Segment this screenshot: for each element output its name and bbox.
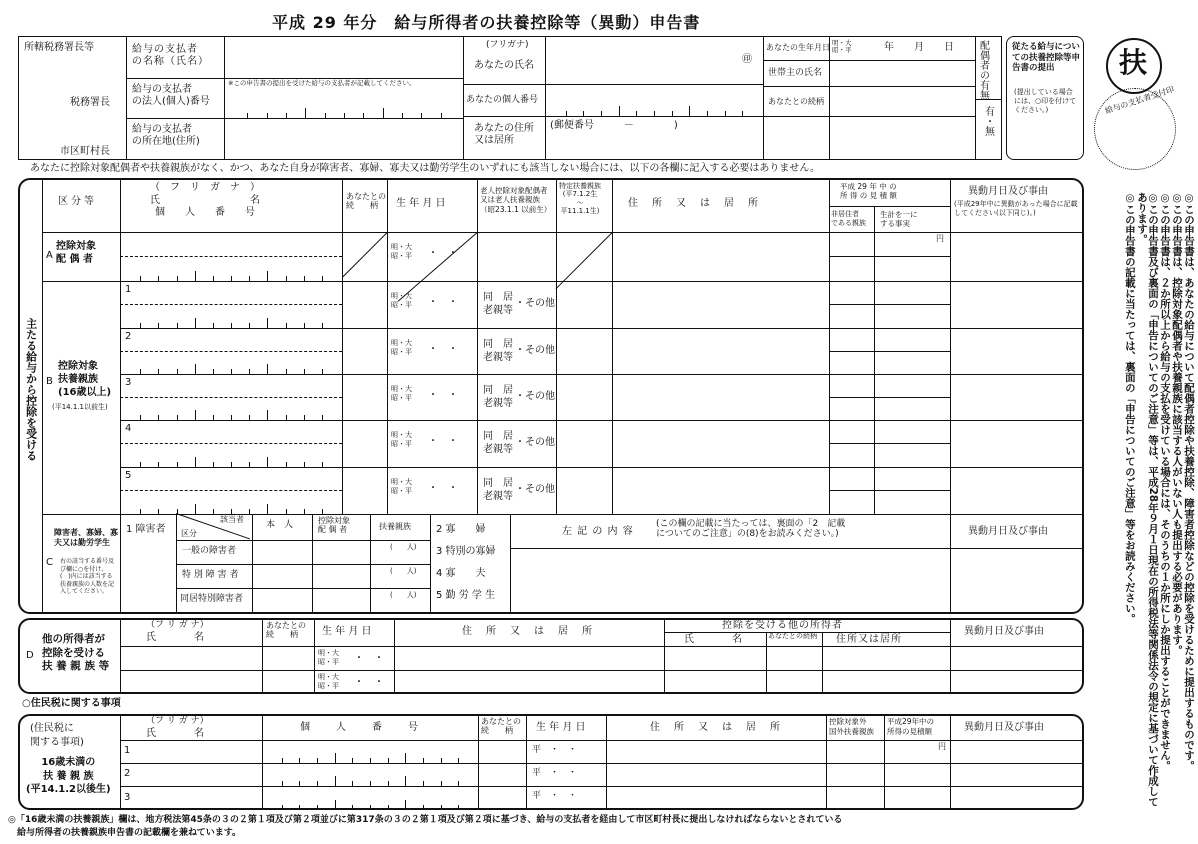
col-name: （ フ リ ガ ナ ） 氏 名 個 人 番 号 <box>150 182 260 218</box>
your-number-label: あなたの個人番号 <box>466 95 539 105</box>
row-b3-doukyo[interactable]: 同 居 老親等 <box>483 385 513 409</box>
digit-tick <box>352 781 353 786</box>
birth-era: 明・大 昭・平 <box>832 39 852 55</box>
c-tokubetsu: 特 別 障 害 者 <box>182 570 239 580</box>
digit-tick <box>458 758 459 763</box>
c-fuyou: 扶養親族 <box>379 522 411 531</box>
digit-tick <box>317 805 318 810</box>
r-row2-name-field[interactable] <box>120 763 262 786</box>
row-b1-num: 1 <box>125 284 132 295</box>
digit-tick <box>213 276 214 281</box>
r-kokugai: 控除対象外 国外扶養親族 <box>829 717 874 736</box>
d-relation: あなたとの 続 柄 <box>266 621 306 640</box>
digit-tick <box>286 415 287 420</box>
r-yen: 円 <box>938 742 946 751</box>
r-name: 氏 名 <box>146 728 206 739</box>
col-income: 平成 29 年 中 の 所 得 の 見 積 額 <box>840 182 897 200</box>
digit-tick <box>322 415 323 420</box>
digit-tick <box>282 805 283 810</box>
digit-tick <box>689 106 690 116</box>
c-hidari-label: 左 記 の 内 容 <box>562 526 634 537</box>
digit-tick <box>370 805 371 810</box>
row-a-letter: A <box>46 250 53 261</box>
c-ippan: 一般の障害者 <box>182 546 237 556</box>
digit-tick <box>140 323 141 328</box>
digit-tick <box>286 369 287 374</box>
digit-tick <box>601 111 602 116</box>
digit-tick <box>304 369 305 374</box>
digit-tick <box>249 369 250 374</box>
digit-tick <box>402 113 403 118</box>
digit-tick <box>177 462 178 467</box>
digit-tick <box>322 323 323 328</box>
digit-tick <box>304 509 305 514</box>
digit-tick <box>286 462 287 467</box>
row-b3-era: 明・大 昭・平 <box>391 385 412 403</box>
digit-tick <box>423 758 424 763</box>
digit-tick <box>566 111 567 116</box>
row-number-ticks-1[interactable] <box>122 267 340 281</box>
digit-tick <box>299 805 300 810</box>
digit-tick <box>299 781 300 786</box>
d-name: 氏 名 <box>146 632 206 643</box>
row-number-ticks-6[interactable] <box>122 500 340 514</box>
digit-tick <box>335 776 336 786</box>
digit-tick <box>158 509 159 514</box>
digit-tick <box>304 323 305 328</box>
d-row2-dots: ・ ・ <box>354 677 384 688</box>
note-1: ◎この申告書は、あなたの給与について配偶者控除や扶養控除、障害者控除などの控除を受けるために提出するものです。 <box>1183 192 1195 771</box>
row-c-note: 右の該当する番号及び欄に○を付け、( )内には該当する扶養親族の人数を記入してください。 <box>60 558 115 595</box>
digit-tick <box>158 276 159 281</box>
r-date: 異動月日及び事由 <box>964 722 1044 733</box>
digit-tick <box>335 800 336 810</box>
row-b4-dots: ・ ・ <box>428 436 458 447</box>
digit-tick <box>388 781 389 786</box>
your-address-field[interactable] <box>545 116 763 160</box>
row-a-yen: 円 <box>936 234 944 243</box>
c-hidari-note: (この欄の記載に当たっては、裏面の「2 記載 についてのご注意」の(8)をお読みください。) <box>656 519 846 540</box>
resident-tax-heading: ○住民税に関する事項 <box>22 698 121 709</box>
col-date-note: (平成29年中に異動があった場合に記載してください(以下同じ)。) <box>954 200 1078 217</box>
row-b1-doukyo[interactable]: 同 居 老親等 <box>483 292 513 316</box>
digit-tick <box>363 113 364 118</box>
c-nin-3[interactable]: ( 人) <box>390 591 417 599</box>
d-birth: 生 年 月 日 <box>322 626 372 637</box>
digit-tick <box>267 364 268 374</box>
r-row3-name-field[interactable] <box>120 786 262 810</box>
digit-tick <box>707 111 708 116</box>
digit-tick <box>383 108 384 118</box>
c-gaitou: 該当者 <box>220 515 244 524</box>
digit-tick <box>267 504 268 514</box>
digit-tick <box>213 369 214 374</box>
col-seikei: 生計を一に する事実 <box>880 210 918 229</box>
fu-stamp-char: 扶 <box>1119 46 1148 79</box>
relation-field[interactable] <box>829 86 975 116</box>
col-special: 特定扶養親族 (平7.1.2生 ～ 平11.1.1生) <box>559 182 601 216</box>
digit-tick <box>725 111 726 116</box>
digit-tick <box>195 504 196 514</box>
digit-tick <box>140 462 141 467</box>
note-4: ◎この申告書及び裏面の「申告についてのご注意」等は、平成28年９月１日現在の所得税法等関係法令の規定に基づいて作成してあります。 <box>1135 192 1159 807</box>
d-row1-era: 明・大 昭・平 <box>318 649 339 667</box>
digit-tick <box>388 758 389 763</box>
digit-tick <box>742 111 743 116</box>
householder-label: 世帯主の氏名 <box>768 68 823 78</box>
digit-tick <box>158 462 159 467</box>
c-kafu[interactable]: 2 寡 婦 <box>436 524 486 535</box>
col-elderly: 老人控除対象配偶者 又は老人扶養親族 （昭23.1.1 以前生） <box>480 186 552 214</box>
digit-tick <box>304 276 305 281</box>
c-haigu: 控除対象 配 偶 者 <box>318 516 350 535</box>
digit-tick <box>249 462 250 467</box>
digit-tick <box>177 323 178 328</box>
row-b4-doukyo[interactable]: 同 居 老親等 <box>483 431 513 455</box>
digit-tick <box>305 108 306 118</box>
spouse-label: 配偶者の有無 <box>977 40 989 100</box>
your-address-label: あなたの住所 又は居所 <box>474 123 534 146</box>
c-tokubetsu-kafu[interactable]: 3 特別の寡婦 <box>436 546 496 557</box>
payer-name-field[interactable] <box>224 36 463 78</box>
c-nin-1[interactable]: ( 人) <box>390 543 417 551</box>
digit-tick <box>140 369 141 374</box>
payer-name-label: 給与の支払者 の名称（氏名） <box>132 44 209 67</box>
r-row1-birth: 平 ・ ・ <box>532 745 578 755</box>
row-b4-era: 明・大 昭・平 <box>391 431 412 449</box>
digit-tick <box>177 369 178 374</box>
c-kafu-m[interactable]: 4 寡 夫 <box>436 568 486 579</box>
row-b4-sonota[interactable]: ・その他 <box>515 437 555 448</box>
row-b5-dots: ・ ・ <box>428 483 458 494</box>
digit-tick <box>213 462 214 467</box>
digit-tick <box>213 415 214 420</box>
digit-tick <box>441 113 442 118</box>
row-a-label: 控除対象 配 偶 者 <box>56 241 96 265</box>
digit-tick <box>583 111 584 116</box>
digit-tick <box>317 781 318 786</box>
digit-tick <box>158 415 159 420</box>
your-name-label: あなたの氏名 <box>474 60 534 71</box>
note-5: ◎この申告書の記載に当たっては、裏面の「申告についてのご注意」等をお読みください。 <box>1123 192 1136 624</box>
row-b2-era: 明・大 昭・平 <box>391 339 412 357</box>
r-address: 住 所 又 は 居 所 <box>650 722 782 733</box>
digit-tick <box>140 276 141 281</box>
digit-tick <box>231 323 232 328</box>
postal-code-label: (郵便番号 － ) <box>550 120 678 131</box>
d-row2-name-field[interactable] <box>120 670 262 694</box>
digit-tick <box>213 323 214 328</box>
digit-tick <box>249 415 250 420</box>
digit-tick <box>177 415 178 420</box>
row-b1-dots: ・ ・ <box>428 297 458 308</box>
d-date: 異動月日及び事由 <box>964 626 1044 637</box>
row-number-ticks-5[interactable] <box>122 453 340 467</box>
c-honnin: 本 人 <box>266 520 294 530</box>
row-b2-dots: ・ ・ <box>428 344 458 355</box>
digit-tick <box>352 758 353 763</box>
digit-tick <box>267 113 268 118</box>
d-label: 他の所得者が 控除を受ける 扶 養 親 族 等 <box>42 633 110 673</box>
tax-office-label: 所轄税務署長等 <box>24 42 94 53</box>
row-b2-sonota[interactable]: ・その他 <box>515 345 555 356</box>
row-b1-era: 明・大 昭・平 <box>391 292 412 310</box>
r-row3-birth: 平 ・ ・ <box>532 791 578 801</box>
r-row1-num: 1 <box>124 745 131 756</box>
d-row1-name-field[interactable] <box>120 646 262 670</box>
row-b-letter: B <box>46 376 53 387</box>
shikuchoson-label: 市区町村長 <box>60 146 110 157</box>
digit-tick <box>158 323 159 328</box>
digit-tick <box>325 113 326 118</box>
digit-tick <box>213 509 214 514</box>
digit-tick <box>267 318 268 328</box>
digit-tick <box>388 805 389 810</box>
digit-tick <box>672 111 673 116</box>
digit-tick <box>344 113 345 118</box>
digit-tick <box>322 276 323 281</box>
digit-tick <box>249 276 250 281</box>
digit-tick <box>304 415 305 420</box>
seal-mark: ㊞ <box>742 54 752 65</box>
row-b1-sonota[interactable]: ・その他 <box>515 298 555 309</box>
digit-tick <box>267 271 268 281</box>
row-number-ticks-4[interactable] <box>122 406 340 420</box>
digit-tick <box>654 111 655 116</box>
col-nonresident: 非居住者 である親族 <box>831 210 866 227</box>
digit-tick <box>405 776 406 786</box>
digit-tick <box>195 271 196 281</box>
your-name-field[interactable] <box>545 36 763 84</box>
row-b5-num: 5 <box>125 470 132 481</box>
digit-tick <box>405 800 406 810</box>
r-number-ticks-1[interactable] <box>264 749 476 763</box>
c-date-label: 異動月日及び事由 <box>968 526 1048 537</box>
digit-tick <box>195 318 196 328</box>
r-row2-birth: 平 ・ ・ <box>532 768 578 778</box>
row-b5-sonota[interactable]: ・その他 <box>515 484 555 495</box>
digit-tick <box>231 415 232 420</box>
digit-tick <box>322 509 323 514</box>
digit-tick <box>177 509 178 514</box>
r-number: 個 人 番 号 <box>300 722 420 733</box>
digit-tick <box>619 106 620 116</box>
digit-tick <box>335 753 336 763</box>
submission-title: 従たる給与についての扶養控除等申告書の提出 <box>1012 42 1081 74</box>
row-b3-sonota[interactable]: ・その他 <box>515 391 555 402</box>
form-title: 平成 29 年分 給与所得者の扶養控除等（異動）申告書 <box>272 13 701 32</box>
d-other-relation: あなたとの続柄 <box>768 632 817 640</box>
digit-tick <box>195 364 196 374</box>
row-b3-num: 3 <box>125 377 132 388</box>
c-kubun: 区分 <box>181 529 197 538</box>
digit-tick <box>286 323 287 328</box>
c-student[interactable]: 5 勤 労 学 生 <box>436 590 496 601</box>
payer-address-field[interactable] <box>224 118 463 160</box>
digit-tick <box>195 410 196 420</box>
r-furigana: （フ リ ガ ナ） <box>146 716 209 726</box>
d-other-earner: 控除を受ける他の所得者 <box>722 620 843 631</box>
r-row2-num: 2 <box>124 768 131 779</box>
col-kubun: 区分等 <box>58 196 97 207</box>
r-number-ticks-3[interactable] <box>264 796 476 810</box>
c-content-field[interactable] <box>510 548 950 614</box>
digit-tick <box>317 758 318 763</box>
r-row1-name-field[interactable] <box>120 740 262 763</box>
d-row2-era: 明・大 昭・平 <box>318 673 339 691</box>
digit-tick <box>299 758 300 763</box>
col-date: 異動月日及び事由 <box>968 186 1048 197</box>
digit-tick <box>286 276 287 281</box>
d-address: 住 所 又 は 居 所 <box>462 626 594 637</box>
notice-text: あなたに控除対象配偶者や扶養親族がなく、かつ、あなた自身が障害者、寡婦、寡夫又は勤労学生のいずれにも該当しない場合には、以下の各欄に記入する必要はありません。 <box>30 163 820 174</box>
your-number-ticks[interactable] <box>548 102 760 116</box>
digit-tick <box>423 781 424 786</box>
digit-tick <box>177 276 178 281</box>
c-disabled[interactable]: 1 障害者 <box>126 524 166 535</box>
digit-tick <box>370 758 371 763</box>
note-3: ◎この申告書は、２か所以上から給与の支払を受けている場合には、そのうちの１か所にしか提出することができません。 <box>1158 192 1171 771</box>
row-c-letter: C <box>46 557 53 568</box>
row-b5-era: 明・大 昭・平 <box>391 478 412 496</box>
digit-tick <box>441 805 442 810</box>
submission-note: (提出している場合には、○印を付けてください。) <box>1014 88 1077 115</box>
row-b2-num: 2 <box>125 331 132 342</box>
payer-address-label: 給与の支払者 の所在地(住所) <box>132 124 200 147</box>
digit-tick <box>441 781 442 786</box>
digit-tick <box>458 781 459 786</box>
receipt-stamp-text: 給与の支払者受付印 <box>1104 84 1176 116</box>
digit-tick <box>249 509 250 514</box>
row-b-note: (平14.1.1以前生) <box>52 403 108 411</box>
row-b5-doukyo[interactable]: 同 居 老親等 <box>483 478 513 502</box>
row-number-ticks-2[interactable] <box>122 314 340 328</box>
d-other-name: 氏 名 <box>684 634 744 645</box>
c-nin-2[interactable]: ( 人) <box>390 567 417 575</box>
householder-field[interactable] <box>829 60 975 86</box>
digit-tick <box>286 113 287 118</box>
r-relation: あなたとの 続 柄 <box>481 717 521 736</box>
c-doukyo-tokubetsu: 同居特別障害者 <box>180 594 244 604</box>
payer-number-label: 給与の支払者 の法人(個人)番号 <box>132 84 210 107</box>
digit-tick <box>231 276 232 281</box>
digit-tick <box>286 509 287 514</box>
birth-ymd: 年 月 日 <box>884 42 954 53</box>
payer-number-note: ※この申告書の提出を受けた給与の支払者が記載してください。 <box>228 79 416 87</box>
note-2: ◎この申告書は、控除対象配偶者や扶養親族に該当する人がいない人も提出する必要があります。 <box>1170 192 1183 656</box>
row-a-era: 明・大 昭・平 <box>391 243 412 261</box>
row-a-dots: ・ ・ <box>428 248 458 259</box>
digit-tick <box>421 113 422 118</box>
d-other-address: 住所又は居所 <box>836 634 902 645</box>
row-b2-doukyo[interactable]: 同 居 老親等 <box>483 339 513 363</box>
row-c-label: 障害者、寡婦、寡夫又は勤労学生 <box>54 528 118 548</box>
digit-tick <box>158 369 159 374</box>
row-b3-dots: ・ ・ <box>428 390 458 401</box>
relation-label: あなたとの続柄 <box>768 97 824 106</box>
digit-tick <box>282 781 283 786</box>
col-birth: 生 年 月 日 <box>396 198 446 209</box>
digit-tick <box>352 805 353 810</box>
r-row3-num: 3 <box>124 792 131 803</box>
r-income: 平成29年中の 所得の見積額 <box>887 717 935 736</box>
notes-column <box>1088 192 1194 812</box>
spouse-yes-no[interactable]: 有・無 <box>982 106 994 136</box>
row-number-ticks-3[interactable] <box>122 360 340 374</box>
footer-note: ◎「16歳未満の扶養親族」欄は、地方税法第45条の３の２第１項及び第２項並びに第317条の３の２第１項及び第２項に基づき、給与の支払者を経由して市区町村長に提出しなければならないとされている 給与所得者の扶養親族申告書の記載欄を兼ねています。 <box>8 815 843 838</box>
r-label1: (住民税に 関する事項) <box>30 723 84 748</box>
col-address: 住 所 又 は 居 所 <box>628 198 760 209</box>
r-number-ticks-2[interactable] <box>264 772 476 786</box>
row-b4-num: 4 <box>125 423 132 434</box>
main-side-label: 主たる給与から控除を受ける <box>24 318 38 461</box>
digit-tick <box>195 457 196 467</box>
digit-tick <box>231 462 232 467</box>
digit-tick <box>370 781 371 786</box>
zeimusho-label: 税務署長 <box>70 97 110 108</box>
col-relation: あなたとの 続 柄 <box>346 192 386 211</box>
digit-tick <box>322 462 323 467</box>
r-birth: 生 年 月 日 <box>536 722 586 733</box>
digit-tick <box>636 111 637 116</box>
digit-tick <box>267 457 268 467</box>
digit-tick <box>247 113 248 118</box>
digit-tick <box>249 323 250 328</box>
furigana-label: (フリガナ) <box>486 40 529 50</box>
digit-tick <box>231 509 232 514</box>
r-label2: 16歳未満の 扶 養 親 族 (平14.1.2以後生) <box>26 757 111 795</box>
digit-tick <box>140 509 141 514</box>
row-b-label: 控除対象 扶養親族 (16歳以上) <box>58 361 112 398</box>
digit-tick <box>231 369 232 374</box>
digit-tick <box>405 753 406 763</box>
digit-tick <box>458 805 459 810</box>
digit-tick <box>282 758 283 763</box>
digit-tick <box>304 462 305 467</box>
digit-tick <box>267 410 268 420</box>
payer-number-ticks[interactable] <box>228 104 460 118</box>
digit-tick <box>423 805 424 810</box>
digit-tick <box>140 415 141 420</box>
digit-tick <box>322 369 323 374</box>
d-furigana: （フ リ ガ ナ） <box>146 620 209 630</box>
birth-label: あなたの生年月日 <box>766 43 830 52</box>
d-row1-dots: ・ ・ <box>354 653 384 664</box>
d-letter: D <box>26 650 34 661</box>
digit-tick <box>441 758 442 763</box>
